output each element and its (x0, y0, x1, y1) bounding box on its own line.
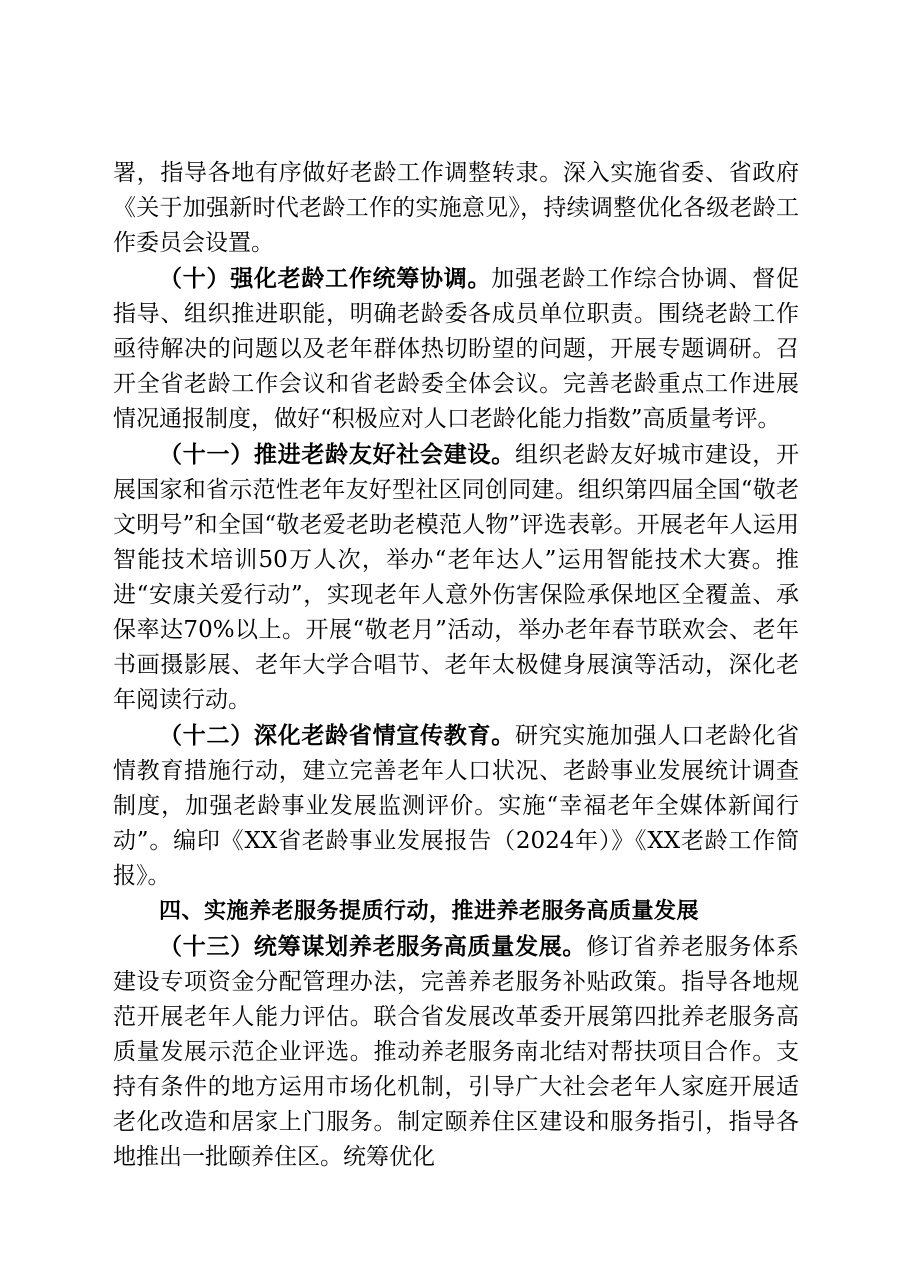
paragraph-body: 修订省养老服务体系建设专项资金分配管理办法，完善养老服务补贴政策。指导各地规范开展老年人能力评估。联合省发展改革委开展第四批养老服务高质量发展示范企业评选。推动养老服务南北结对帮扶项目合作。支持有条件的地方运用市场化机制，引导广大社会老年人家庭开展适老化改造和居家上门服务。制定颐养住区建设和服务指引，指导各地推出一批颐养住区。统筹优化 (113, 934, 800, 1170)
section-heading: 四、实施养老服务提质行动，推进养老服务高质量发展 (159, 899, 700, 924)
paragraph-item-13 (113, 929, 799, 1175)
paragraph-lead: （十）强化老龄工作统筹协调。 (159, 265, 492, 292)
paragraph-item-11 (113, 437, 799, 718)
paragraph-body: 加强老龄工作综合协调、督促指导、组织推进职能，明确老龄委各成员单位职责。围绕老龄工作亟待解决的问题以及老年群体热切盼望的问题，开展专题调研。召开全省老龄工作会议和省老龄委全体会议。完善老龄重点工作进展情况通报制度，做好“积极应对人口老龄化能力指数”高质量考评。 (113, 266, 800, 432)
paragraph-body: 研究实施加强人口老龄化省情教育措施行动，建立完善老年人口状况、老龄事业发展统计调查制度，加强老龄事业发展监测评价。实施“幸福老年全媒体新闻行动”。编印《XX省老龄事业发展报告（2024年）》《XX老龄工作简报》。 (113, 723, 800, 889)
paragraph-lead: （十二）深化老龄省情宣传教育。 (159, 722, 515, 749)
document-body (113, 156, 799, 1175)
paragraph-item-10 (113, 261, 799, 437)
paragraph-body: 署，指导各地有序做好老龄工作调整转隶。深入实施省委、省政府《关于加强新时代老龄工作的实施意见》，持续调整优化各级老龄工作委员会设置。 (113, 160, 799, 256)
paragraph-continuation (113, 156, 799, 261)
paragraph-lead: （十三）统筹谋划养老服务高质量发展。 (159, 933, 587, 960)
paragraph-lead: （十一）推进老龄友好社会建设。 (159, 441, 515, 468)
paragraph-body: 组织老龄友好城市建设，开展国家和省示范性老年友好型社区同创同建。组织第四届全国“敬老文明号”和全国“敬老爱老助老模范人物”评选表彰。开展老年人运用智能技术培训50万人次，举办“老年达人”运用智能技术大赛。推进“安康关爱行动”，实现老年人意外伤害保险承保地区全覆盖、承保率达70%以上。开展“敬老月”活动，举办老年春节联欢会、老年书画摄影展、老年大学合唱节、老年太极健身展演等活动，深化老年阅读行动。 (113, 442, 800, 713)
paragraph-item-12 (113, 718, 799, 894)
